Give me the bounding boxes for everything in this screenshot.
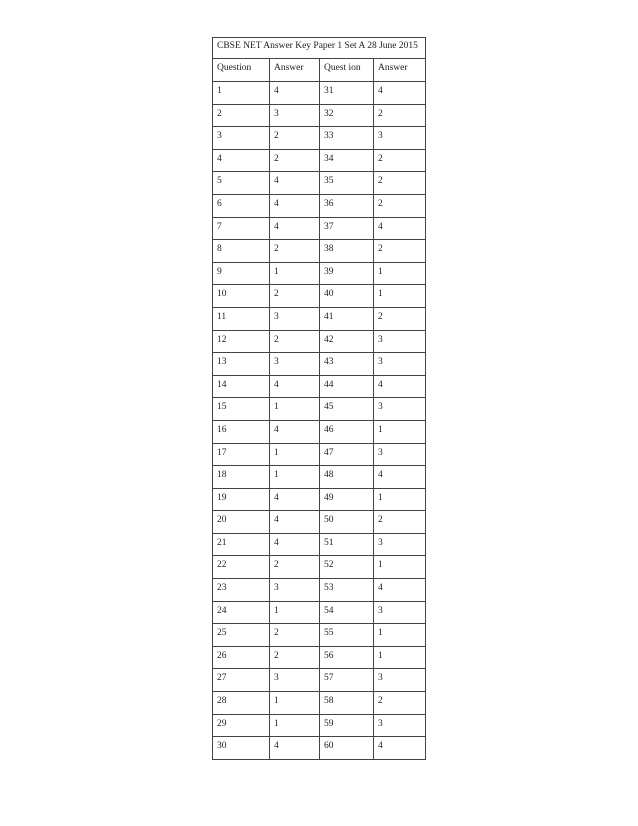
table-row xyxy=(213,488,426,511)
question-cell: 45 xyxy=(320,398,374,421)
question-cell: 39 xyxy=(320,262,374,285)
answer-cell: 4 xyxy=(270,488,320,511)
question-cell: 7 xyxy=(213,217,270,240)
question-cell: 53 xyxy=(320,579,374,602)
answer-cell: 3 xyxy=(270,307,320,330)
question-cell: 41 xyxy=(320,307,374,330)
table-row xyxy=(213,330,426,353)
answer-cell: 4 xyxy=(374,217,426,240)
question-cell: 2 xyxy=(213,104,270,127)
answer-cell: 3 xyxy=(374,533,426,556)
table-row xyxy=(213,285,426,308)
question-cell: 32 xyxy=(320,104,374,127)
question-cell: 49 xyxy=(320,488,374,511)
answer-cell: 2 xyxy=(270,149,320,172)
answer-cell: 1 xyxy=(374,646,426,669)
header-answer-2: Answer xyxy=(374,59,426,82)
answer-cell: 2 xyxy=(374,240,426,263)
answer-cell: 3 xyxy=(270,353,320,376)
answer-cell: 2 xyxy=(374,149,426,172)
question-cell: 10 xyxy=(213,285,270,308)
question-cell: 38 xyxy=(320,240,374,263)
question-cell: 9 xyxy=(213,262,270,285)
answer-cell: 1 xyxy=(270,443,320,466)
question-cell: 37 xyxy=(320,217,374,240)
answer-key-table-body xyxy=(213,38,426,760)
table-row xyxy=(213,669,426,692)
table-title: CBSE NET Answer Key Paper 1 Set A 28 June 2015 xyxy=(213,38,426,59)
question-cell: 59 xyxy=(320,714,374,737)
answer-cell: 3 xyxy=(374,669,426,692)
question-cell: 33 xyxy=(320,127,374,150)
question-cell: 50 xyxy=(320,511,374,534)
table-row xyxy=(213,466,426,489)
answer-cell: 1 xyxy=(270,601,320,624)
table-row xyxy=(213,353,426,376)
question-cell: 54 xyxy=(320,601,374,624)
question-cell: 16 xyxy=(213,420,270,443)
question-cell: 48 xyxy=(320,466,374,489)
answer-cell: 2 xyxy=(270,240,320,263)
answer-cell: 4 xyxy=(270,172,320,195)
question-cell: 3 xyxy=(213,127,270,150)
answer-cell: 4 xyxy=(270,217,320,240)
answer-cell: 1 xyxy=(270,692,320,715)
question-cell: 4 xyxy=(213,149,270,172)
answer-cell: 2 xyxy=(374,511,426,534)
answer-cell: 1 xyxy=(270,398,320,421)
answer-cell: 2 xyxy=(270,624,320,647)
question-cell: 57 xyxy=(320,669,374,692)
question-cell: 60 xyxy=(320,737,374,760)
answer-cell: 2 xyxy=(270,285,320,308)
question-cell: 44 xyxy=(320,375,374,398)
table-row xyxy=(213,692,426,715)
header-answer-1: Answer xyxy=(270,59,320,82)
question-cell: 12 xyxy=(213,330,270,353)
answer-cell: 2 xyxy=(374,172,426,195)
answer-cell: 4 xyxy=(374,737,426,760)
table-row xyxy=(213,82,426,105)
answer-cell: 1 xyxy=(270,714,320,737)
question-cell: 46 xyxy=(320,420,374,443)
table-row xyxy=(213,307,426,330)
table-row xyxy=(213,375,426,398)
answer-cell: 1 xyxy=(374,262,426,285)
answer-cell: 3 xyxy=(374,601,426,624)
question-cell: 36 xyxy=(320,194,374,217)
question-cell: 55 xyxy=(320,624,374,647)
answer-cell: 4 xyxy=(270,533,320,556)
table-row xyxy=(213,737,426,760)
table-row xyxy=(213,556,426,579)
table-row xyxy=(213,127,426,150)
question-cell: 28 xyxy=(213,692,270,715)
question-cell: 5 xyxy=(213,172,270,195)
table-row xyxy=(213,104,426,127)
table-row xyxy=(213,646,426,669)
answer-cell: 4 xyxy=(270,511,320,534)
question-cell: 8 xyxy=(213,240,270,263)
answer-cell: 1 xyxy=(374,624,426,647)
question-cell: 51 xyxy=(320,533,374,556)
answer-cell: 4 xyxy=(270,737,320,760)
answer-cell: 3 xyxy=(374,443,426,466)
question-cell: 40 xyxy=(320,285,374,308)
table-row xyxy=(213,172,426,195)
question-cell: 25 xyxy=(213,624,270,647)
table-row xyxy=(213,240,426,263)
answer-cell: 4 xyxy=(374,375,426,398)
question-cell: 15 xyxy=(213,398,270,421)
table-row xyxy=(213,262,426,285)
answer-cell: 3 xyxy=(374,330,426,353)
answer-cell: 2 xyxy=(270,127,320,150)
question-cell: 13 xyxy=(213,353,270,376)
answer-key-table xyxy=(212,37,426,760)
table-row xyxy=(213,217,426,240)
answer-cell: 4 xyxy=(374,579,426,602)
answer-cell: 2 xyxy=(374,194,426,217)
question-cell: 58 xyxy=(320,692,374,715)
table-row xyxy=(213,579,426,602)
question-cell: 56 xyxy=(320,646,374,669)
question-cell: 20 xyxy=(213,511,270,534)
answer-cell: 4 xyxy=(270,194,320,217)
question-cell: 27 xyxy=(213,669,270,692)
table-row xyxy=(213,533,426,556)
question-cell: 29 xyxy=(213,714,270,737)
table-row xyxy=(213,149,426,172)
question-cell: 30 xyxy=(213,737,270,760)
answer-cell: 3 xyxy=(374,714,426,737)
question-cell: 22 xyxy=(213,556,270,579)
answer-cell: 3 xyxy=(270,579,320,602)
table-row xyxy=(213,420,426,443)
table-row xyxy=(213,714,426,737)
question-cell: 19 xyxy=(213,488,270,511)
answer-cell: 3 xyxy=(374,127,426,150)
table-header-row xyxy=(213,59,426,82)
answer-cell: 2 xyxy=(270,556,320,579)
header-question-2: Quest ion xyxy=(320,59,374,82)
question-cell: 34 xyxy=(320,149,374,172)
question-cell: 31 xyxy=(320,82,374,105)
question-cell: 42 xyxy=(320,330,374,353)
answer-cell: 2 xyxy=(374,307,426,330)
question-cell: 18 xyxy=(213,466,270,489)
question-cell: 6 xyxy=(213,194,270,217)
answer-cell: 1 xyxy=(374,556,426,579)
answer-cell: 2 xyxy=(374,692,426,715)
answer-cell: 2 xyxy=(270,330,320,353)
question-cell: 35 xyxy=(320,172,374,195)
table-row xyxy=(213,398,426,421)
answer-cell: 1 xyxy=(374,488,426,511)
question-cell: 47 xyxy=(320,443,374,466)
answer-cell: 3 xyxy=(374,398,426,421)
table-title-row xyxy=(213,38,426,59)
answer-cell: 4 xyxy=(270,82,320,105)
header-question-1: Question xyxy=(213,59,270,82)
question-cell: 17 xyxy=(213,443,270,466)
table-row xyxy=(213,194,426,217)
question-cell: 11 xyxy=(213,307,270,330)
question-cell: 26 xyxy=(213,646,270,669)
answer-cell: 4 xyxy=(270,375,320,398)
table-row xyxy=(213,443,426,466)
question-cell: 24 xyxy=(213,601,270,624)
answer-cell: 1 xyxy=(374,285,426,308)
answer-cell: 1 xyxy=(374,420,426,443)
answer-cell: 2 xyxy=(270,646,320,669)
table-row xyxy=(213,601,426,624)
question-cell: 52 xyxy=(320,556,374,579)
answer-cell: 3 xyxy=(270,104,320,127)
answer-cell: 2 xyxy=(374,104,426,127)
answer-cell: 4 xyxy=(270,420,320,443)
answer-cell: 3 xyxy=(374,353,426,376)
question-cell: 14 xyxy=(213,375,270,398)
answer-cell: 1 xyxy=(270,262,320,285)
question-cell: 23 xyxy=(213,579,270,602)
answer-cell: 4 xyxy=(374,82,426,105)
table-row xyxy=(213,624,426,647)
question-cell: 1 xyxy=(213,82,270,105)
answer-cell: 3 xyxy=(270,669,320,692)
question-cell: 21 xyxy=(213,533,270,556)
answer-cell: 4 xyxy=(374,466,426,489)
table-row xyxy=(213,511,426,534)
answer-cell: 1 xyxy=(270,466,320,489)
question-cell: 43 xyxy=(320,353,374,376)
